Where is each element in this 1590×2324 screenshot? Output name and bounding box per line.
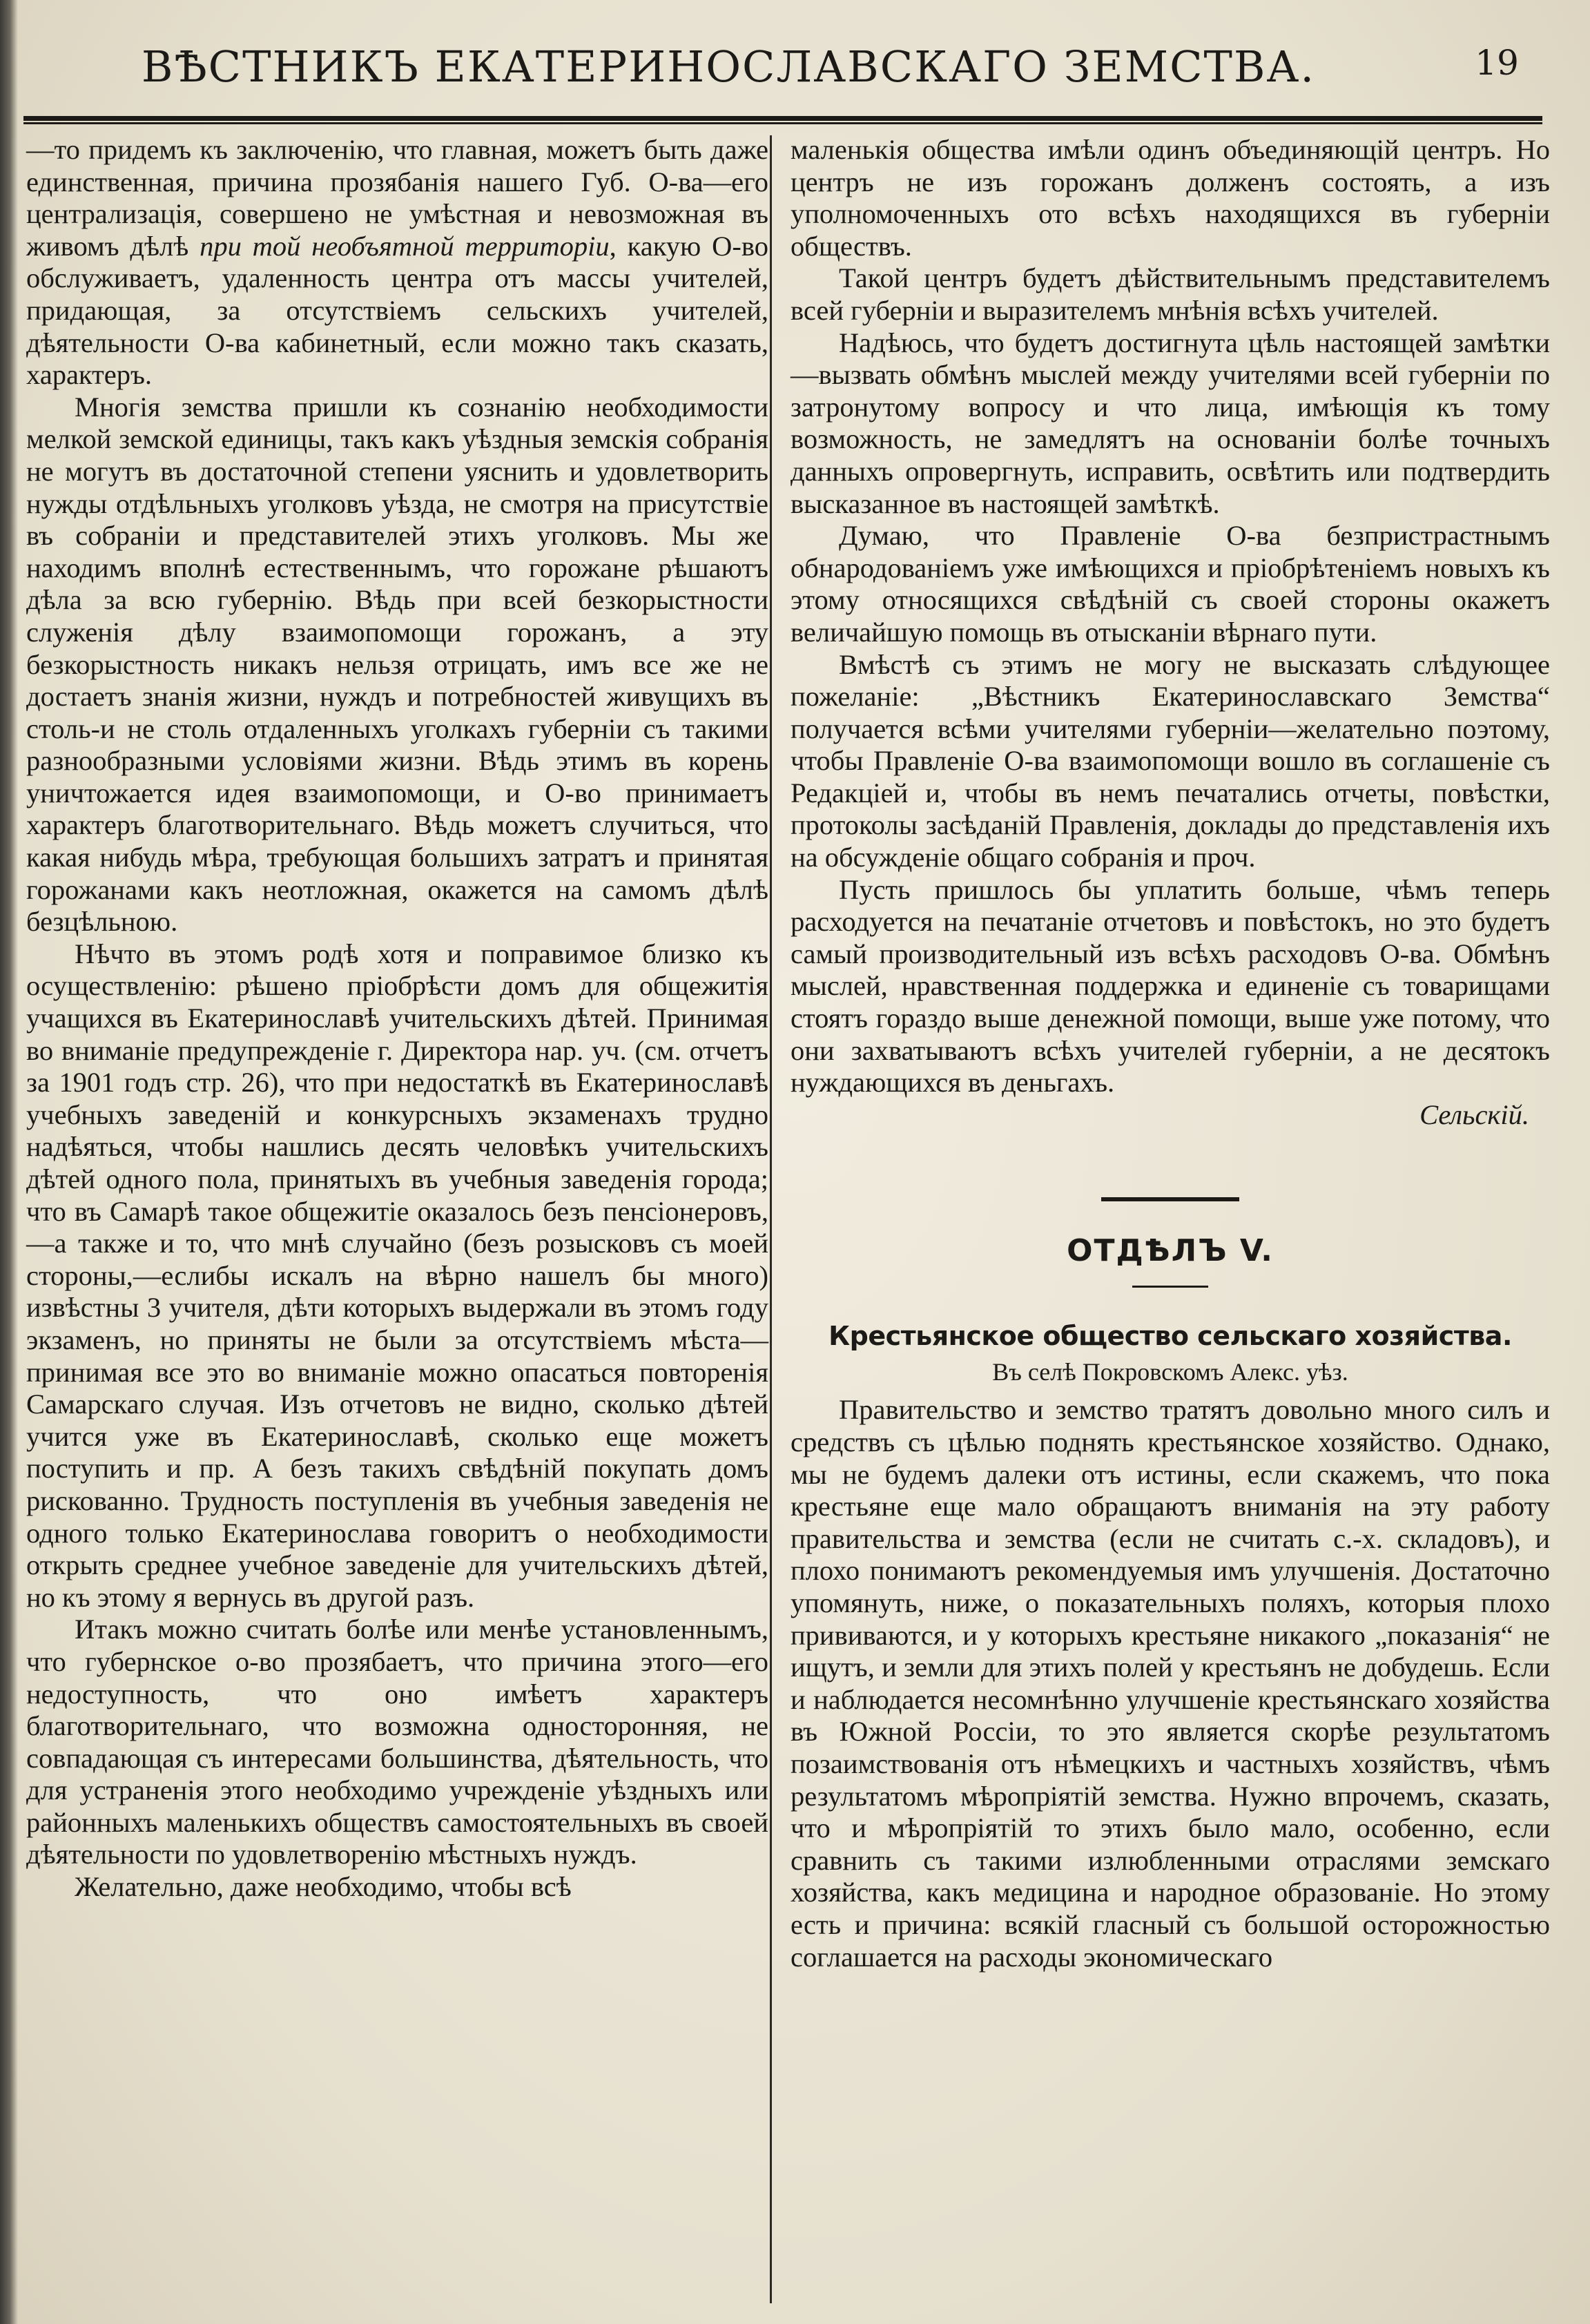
paragraph — [26, 391, 768, 938]
paragraph-text: Правительство и земство тратятъ довольно много силъ и средствъ съ цѣлью поднять крестьянское хозяйство. Однако, мы не будемъ далеки отъ истины, если скажемъ, что пока крестьяне еще мало обращаютъ вниманія на эту работу правительства и земства (если не считать с.-х. складовъ), и плохо понимаютъ рекомендуемыя имъ улучшенія. Достаточно упомянуть, ниже, о показательныхъ поляхъ, которыя плохо прививаются, и у которыхъ крестьяне никакого „показанія“ не ищутъ, и земли для этихъ полей у крестьянъ не добудешь. Если и наблюдается несомнѣнно улучшеніе крестьянскаго хозяйства въ Южной Россіи, то это является скорѣе результатомъ позаимствованія отъ нѣмецкихъ и частныхъ хозяйствъ, чѣмъ результатомъ мѣропріятій земства. Нужно впрочемъ, сказать, что и мѣропріятій то этихъ было мало, особенно, если сравнить съ такими излюбленными отраслями земскаго хозяйства, какъ медицина и народное образованіе. Но этому есть и причина: всякій гласный съ большой осторожностью соглашается на расходы экономическаго — [791, 1394, 1550, 1973]
paragraph-text: Пусть пришлось бы уплатить больше, чѣмъ теперь расходуется на печатаніе отчетовъ и повѣстокъ, но это будетъ самый производительный изъ всѣхъ расходовъ О-ва. Обмѣнъ мыслей, нравственная поддержка и единеніе съ товарищами стоятъ гораздо выше денежной помощи, выше уже потому, что они захватываютъ всѣхъ учителей губерніи, а не десятокъ нуждающихся въ деньгахъ. — [791, 873, 1550, 1098]
paragraph — [791, 520, 1550, 648]
paragraph-text: Нѣчто въ этомъ родѣ хотя и поправимое близко къ осуществленію: рѣшено пріобрѣсти домъ для общежитія учащихся въ Екатеринославѣ учительскихъ дѣтей. Принимая во вниманіе предупрежденіе г. Директора нар. уч. (см. отчетъ за 1901 годъ стр. 26), что при недостаткѣ въ Екатеринославѣ учебныхъ заведеній и конкурсныхъ экзаменахъ трудно надѣяться, чтобы нашлись десять человѣкъ учительскихъ дѣтей одного пола, принятыхъ въ учебныя заведенія города; что въ Самарѣ такое общежитіе оказалось безъ пенсіонеровъ,—а также и то, что мнѣ случайно (безъ розысковъ съ моей стороны,—еслибы искалъ на вѣрно нашелъ бы много) извѣстны 3 учителя, дѣти которыхъ выдержали въ этомъ году экзаменъ, но приняты не были за отсутствіемъ мѣста—принимая все это во вниманіе можно опасаться повторенія Самарскаго случая. Изъ отчетовъ не видно, сколько дѣтей учится уже въ Екатеринославѣ, сколько еще можетъ поступить и пр. А безъ такихъ свѣдѣній покупать домъ рискованно. Трудность поступленія въ учебныя заведенія не одного только Екатеринослава говоритъ о необходимости открыть среднее учебное заведеніе для учительскихъ дѣтей, но къ этому я вернусь въ другой разъ. — [26, 938, 768, 1613]
right-column-continuation — [791, 134, 1550, 1099]
running-title: ВѢСТНИКЪ ЕКАТЕРИНОСЛАВСКАГО ЗЕМСТВА. — [141, 41, 1316, 92]
left-column — [26, 134, 768, 2309]
paragraph — [26, 134, 768, 391]
signature: Сельскій. — [1419, 1098, 1529, 1130]
right-column — [791, 134, 1550, 2309]
article-body — [791, 1394, 1550, 1973]
paragraph — [791, 1394, 1550, 1973]
paragraph-text: Итакъ можно считать болѣе или менѣе установленнымъ, что губернское о-во прозябаетъ, что причина этого—его недоступность, что оно имѣетъ характеръ благотворительнаго, что возможна односторонняя, не совпадающая съ интересами большинства, дѣятельность, что для устраненія этого необходимо учрежденіе уѣздныхъ или районныхъ маленькихъ обществъ самостоятельныхъ въ своей дѣятельности по удовлетворенію мѣстныхъ нуждъ. — [26, 1614, 768, 1870]
paragraph — [26, 1871, 768, 1904]
paragraph-text: Многія земства пришли къ сознанію необходимости мелкой земской единицы, такъ какъ уѣздныя земскія собранія не могутъ въ достаточной степени уяснить и удовлетворить нужды отдѣльныхъ уголковъ уѣзда, не смотря на присутствіе въ собраніи и представителей этихъ уголковъ. Мы же находимъ вполнѣ естественнымъ, что горожане рѣшаютъ дѣла за всю губернію. Вѣдь при всей безкорыстности служенія дѣлу взаимопомощи горожанъ, а эту безкорыстность никакъ нельзя отрицать, имъ все же не достаетъ знанія жизни, нуждъ и потребностей живущихъ въ столь-и не столь отдаленныхъ уголкахъ губерніи съ такими разнообразными условіями жизни. Вѣдь этимъ въ корень уничтожается идея взаимопомощи, и О-во принимаетъ характеръ благотворительнаго. Вѣдь можетъ случиться, что какая нибудь мѣра, требующая большихъ затратъ и принятая горожанами какъ неотложная, окажется на самомъ дѣлѣ безцѣльною. — [26, 391, 768, 938]
paragraph-text: Такой центръ будетъ дѣйствительнымъ представителемъ всей губерніи и выразителемъ мнѣнія всѣхъ учителей. — [791, 262, 1550, 326]
header-double-rule — [23, 116, 1542, 124]
paragraph-text: , какую О-во обслуживаетъ, удаленность центра отъ массы учителей, придающая, за отсутствіемъ сельскихъ учителей, дѣятельности О-ва кабинетный, если можно такъ сказать, характеръ. — [26, 230, 768, 391]
article-subtitle: Въ селѣ Покровскомъ Алекс. уѣз. — [992, 1358, 1348, 1386]
paragraph — [26, 938, 768, 1614]
paragraph — [791, 649, 1550, 874]
section-title-underline — [1132, 1286, 1208, 1288]
section-separator-rule — [1101, 1197, 1239, 1201]
page-header — [41, 28, 1547, 110]
column-divider — [770, 135, 772, 2303]
italic-text: при той необъятной территоріи — [200, 230, 610, 262]
paragraph-text: Вмѣстѣ съ этимъ не могу не высказать слѣдующее пожеланіе: „Вѣстникъ Екатеринославскаго Земства“ получается всѣми учителями губерніи—желательно поэтому, чтобы Правленіе О-ва взаимопомощи вошло въ соглашеніе съ Редакціей и, чтобы въ немъ печатались отчеты, повѣстки, протоколы засѣданій Правленія, доклады до представленія ихъ на обсужденіе общаго собранія и проч. — [791, 648, 1550, 873]
paragraph-text: —то придемъ къ заключенію, что главная, можетъ быть даже единственная, причина прозябанія нашего Губ. О-ва—его централизація, совершено не умѣстная и невозможная въ живомъ дѣлѣ — [26, 134, 768, 262]
paragraph — [791, 134, 1550, 262]
paragraph — [791, 874, 1550, 1099]
signature-line — [791, 1099, 1550, 1132]
page-number: 19 — [1475, 43, 1519, 83]
paragraph-text: маленькія общества имѣли одинъ объединяющій центръ. Но центръ не изъ горожанъ долженъ состоять, а изъ уполномоченныхъ ото всѣхъ находящихся въ губерніи обществъ. — [791, 134, 1550, 262]
paragraph — [26, 1614, 768, 1871]
paragraph-text: Желательно, даже необходимо, чтобы всѣ — [75, 1871, 572, 1903]
article-title: Крестьянское общество сельскаго хозяйства. — [828, 1321, 1512, 1352]
paragraph-text: Думаю, что Правленіе О-ва безпристрастнымъ обнародованіемъ уже имѣющихся и пріобрѣтеніемъ новыхъ къ этому относящихся свѣдѣній съ своей стороны окажетъ величайшую помощь въ отысканіи вѣрнаго пути. — [791, 520, 1550, 648]
paragraph — [791, 262, 1550, 327]
paragraph-text: Надѣюсь, что будетъ достигнута цѣль настоящей замѣтки—вызвать обмѣнъ мыслей между учителями всей губерніи по затронутому вопросу и что лица, имѣющія къ тому возможность, не замедлятъ на основаніи болѣе точныхъ данныхъ опровергнуть, исправить, освѣтить или подтвердить высказанное въ настоящей замѣткѣ. — [791, 327, 1550, 519]
book-spine-shadow — [0, 0, 18, 2324]
section-title: ОТДѢЛЪ V. — [1067, 1233, 1274, 1269]
paragraph — [791, 327, 1550, 521]
